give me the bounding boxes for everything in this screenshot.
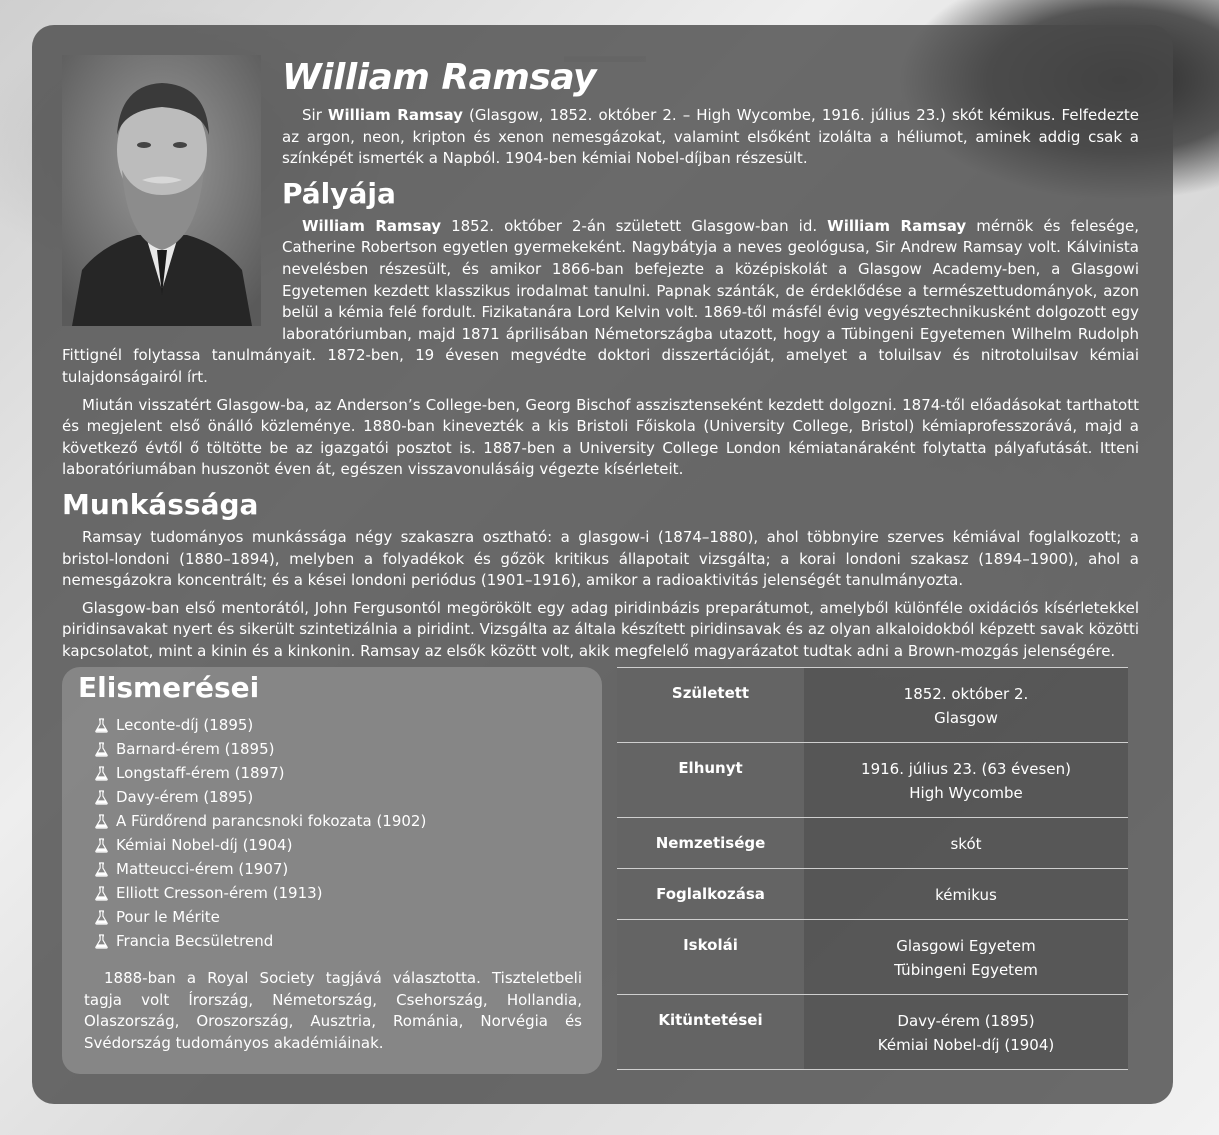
- honor-item: Matteucci-érem (1907): [94, 857, 426, 881]
- infobox-row: [617, 995, 1128, 1070]
- career-paragraph-1: William Ramsay 1852. október 2-án született Glasgow-ban id. William Ramsay mérnök és felesége, Catherine Robertson egyetlen gyermekeként. Nagybátyja a neves geológusa, Sir Andrew Ramsay volt. Kálvinista nevelésben részesült, és amikor 1866-ban befejezte a középiskolát a Glasgow Academy-ben, a Glasgowi Egyetemen kezdett klasszikus irodalmat tanulni. Papnak szánták, de érdeklődése a természettudományok, azon belül a kémia felé fordult. Fizikatanára Lord Kelvin volt. 1869-től másfél évig vegyésztechnikusként dolgozott egy laboratóriumban, majd 1871 áprilisában Németországba utazott, hogy a Tübingeni Egyetemen Wilhelm Rudolph Fittignél folytassa tanulmányait. 1872-ben, 19 évesen megvédte doktori disszertációját, amelyet a toluilsav és nitrotoluilsav kémiai tulajdonságairól írt.: [62, 216, 1139, 386]
- infobox-key: Kitüntetései: [617, 995, 804, 1070]
- honors-list: [94, 713, 426, 953]
- infobox-key: Nemzetisége: [617, 818, 804, 869]
- honor-item: Longstaff-érem (1897): [94, 761, 426, 785]
- infobox-value: Davy-érem (1895) Kémiai Nobel-díj (1904): [804, 995, 1128, 1070]
- honor-item: Francia Becsületrend: [94, 929, 426, 953]
- flask-icon: [94, 766, 109, 781]
- infobox-key: Foglalkozása: [617, 869, 804, 920]
- work-heading: Munkássága: [62, 487, 259, 521]
- page-title: William Ramsay: [282, 57, 597, 98]
- career-paragraph-2: Miután visszatért Glasgow-ba, az Anderson’s College-ben, Georg Bischof asszisztenseként kezdett dolgozni. 1874-től előadásokat tarthatott és megjelent első önálló közleménye. 1880-ban kinevezték a kis Bristoli Főiskola (University College, Bristol) kémiaprofesszorává, majd a következő évtől ő töltötte be az igazgatói posztot is. 1887-ben a University College London kémiatanáraként folytatta pályafutását. Itteni laboratóriumában huszonöt éven át, egészen visszavonulásáig végezte kísérleteit.: [62, 395, 1139, 479]
- flask-icon: [94, 910, 109, 925]
- content-panel: [32, 25, 1173, 1104]
- infobox-value: 1852. október 2. Glasgow: [804, 668, 1128, 743]
- flask-icon: [94, 814, 109, 829]
- intro-paragraph: Sir William Ramsay (Glasgow, 1852. október 2. – High Wycombe, 1916. július 23.) skót kémikus. Felfedezte az argon, neon, kripton és xenon nemesgázokat, valamint elsőként izolálta a héliumot, aminek addig csak a színképét ismerték a Napból. 1904-ben kémiai Nobel-díjban részesült.: [282, 106, 1140, 168]
- honor-item: Kémiai Nobel-díj (1904): [94, 833, 426, 857]
- infobox-key: Iskolái: [617, 920, 804, 995]
- infobox-value: Glasgowi Egyetem Tübingeni Egyetem: [804, 920, 1128, 995]
- work-paragraph-2: Glasgow-ban első mentorától, John Fergusontól megörökölt egy adag piridinbázis preparátumot, amelyből különféle oxidációs kísérletekkel piridinsavakat nyert és sikerült szintetizálnia a piridint. Vizsgálta az általa készített piridinsavak és az olyan alkaloidokból képzett savak közötti kapcsolatot, mint a kinin és a kinkonin. Ramsay az elsők között volt, akik megfelelő magyarázatot tudtak adni a Brown-mozgás jelenségére.: [62, 598, 1139, 660]
- infobox-table: [617, 667, 1128, 1070]
- honor-item: Barnard-érem (1895): [94, 737, 426, 761]
- honor-item: A Fürdőrend parancsnoki fokozata (1902): [94, 809, 426, 833]
- career-heading: Pályája: [282, 176, 396, 210]
- infobox-row: [617, 668, 1128, 743]
- honors-note: 1888-ban a Royal Society tagjává választotta. Tiszteletbeli tagja volt Írország, Németország, Csehország, Hollandia, Olaszország, Oroszország, Ausztria, Románia, Norvégia és Svédország tudományos akadémiáinak.: [84, 969, 582, 1052]
- infobox-value: 1916. július 23. (63 évesen) High Wycombe: [804, 743, 1128, 818]
- infobox-row: [617, 743, 1128, 818]
- honor-item: Leconte-díj (1895): [94, 713, 426, 737]
- infobox-row: [617, 920, 1128, 995]
- infobox-value: kémikus: [804, 869, 1128, 920]
- honor-item: Elliott Cresson-érem (1913): [94, 881, 426, 905]
- infobox-value: skót: [804, 818, 1128, 869]
- flask-icon: [94, 886, 109, 901]
- infobox-row: [617, 818, 1128, 869]
- flask-icon: [94, 790, 109, 805]
- flask-icon: [94, 862, 109, 877]
- flask-icon: [94, 742, 109, 757]
- article: [62, 55, 1139, 668]
- flask-icon: [94, 838, 109, 853]
- portrait-illustration: [62, 55, 261, 326]
- honor-item: Pour le Mérite: [94, 905, 426, 929]
- infobox-row: [617, 869, 1128, 920]
- flask-icon: [94, 718, 109, 733]
- work-paragraph-1: Ramsay tudományos munkássága négy szakaszra osztható: a glasgow-i (1874–1880), ahol többnyire szerves kémiával foglalkozott; a bristol-londoni (1880–1894), melyben a folyadékok és gőzök kritikus állapotait vizsgálta; a korai londoni szakasz (1894–1900), ahol a nemesgázokra koncentrált; és a kései londoni periódus (1901–1916), amikor a radioaktivitás jelenségét tanulmányozta.: [62, 527, 1139, 590]
- honors-box: [62, 667, 602, 1074]
- flask-icon: [94, 934, 109, 949]
- infobox-key: Született: [617, 668, 804, 743]
- portrait-photo: [62, 55, 261, 326]
- honor-item: Davy-érem (1895): [94, 785, 426, 809]
- honors-heading: Elismerései: [78, 671, 260, 704]
- infobox-key: Elhunyt: [617, 743, 804, 818]
